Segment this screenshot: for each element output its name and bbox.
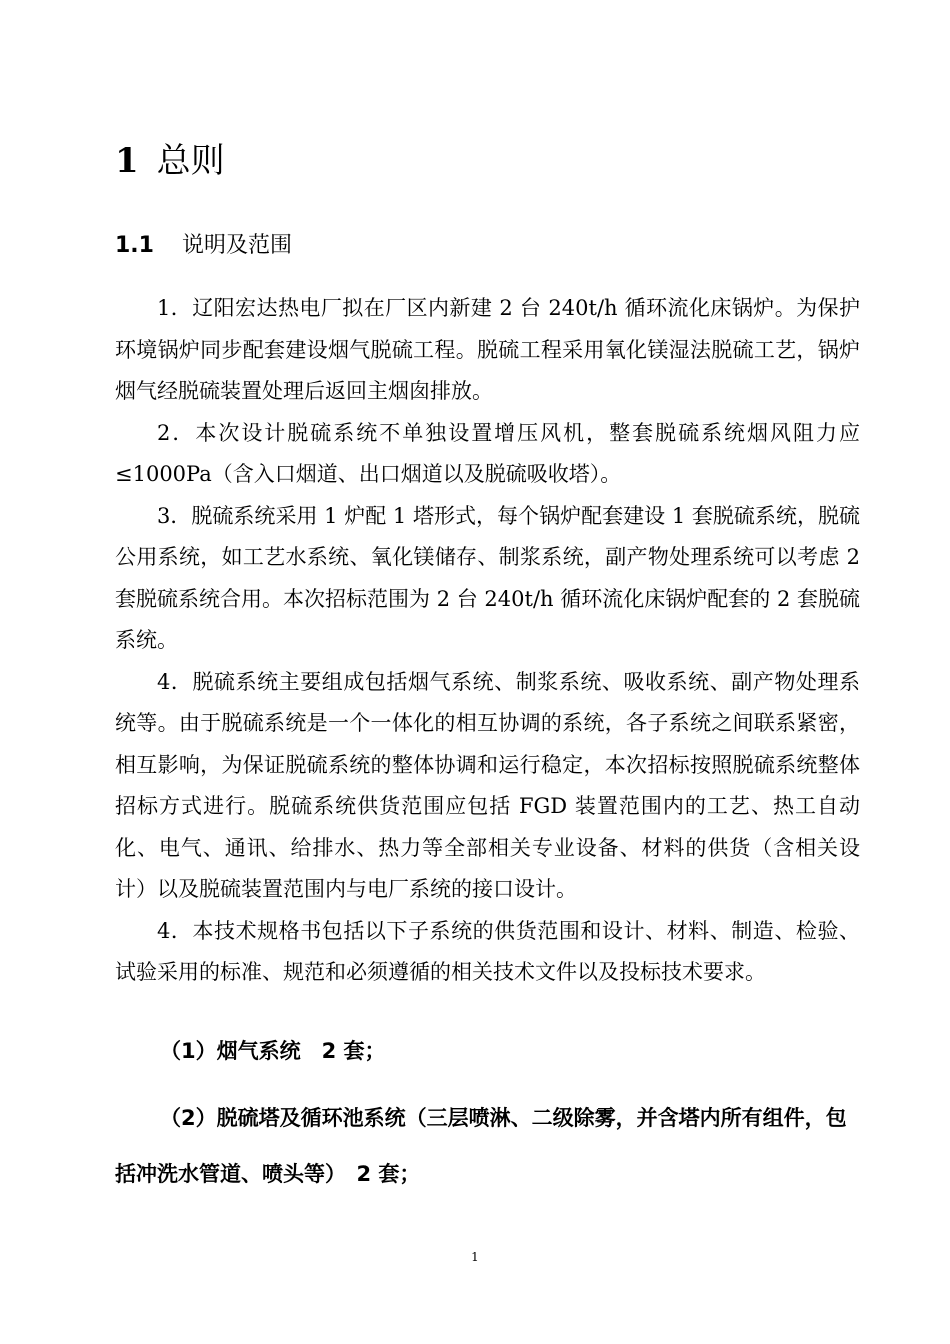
paragraph: 1．辽阳宏达热电厂拟在厂区内新建 2 台 240t/h 循环流化床锅炉。为保护环境锅炉同步配套建设烟气脱硫工程。脱硫工程采用氧化镁湿法脱硫工艺，锅炉烟气经脱硫装置处理后返回主烟囱排放。	[115, 296, 860, 403]
paragraph: 4．本技术规格书包括以下子系统的供货范围和设计、材料、制造、检验、试验采用的标准、规范和必须遵循的相关技术文件以及投标技术要求。	[115, 918, 860, 984]
chapter-heading	[115, 133, 225, 182]
body-text	[115, 288, 860, 994]
chapter-number: 1	[115, 141, 139, 181]
paragraph: 4．脱硫系统主要组成包括烟气系统、制浆系统、吸收系统、副产物处理系统等。由于脱硫系统是一个一体化的相互协调的系统，各子系统之间联系紧密，相互影响，为保证脱硫系统的整体协调和运行稳定，本次招标按照脱硫系统整体招标方式进行。脱硫系统供货范围应包括 FGD 装置范围内的工艺、热工自动化、电气、通讯、给排水、热力等全部相关专业设备、材料的供货（含相关设计）以及脱硫装置范围内与电厂系统的接口设计。	[115, 669, 860, 901]
paragraph: 2．本次设计脱硫系统不单独设置增压风机，整套脱硫系统烟风阻力应≤1000Pa（含入口烟道、出口烟道以及脱硫吸收塔）。	[115, 420, 860, 486]
chapter-title: 总则	[156, 141, 225, 181]
page-number: 1	[471, 1250, 479, 1264]
list-item: （2）脱硫塔及循环池系统（三层喷淋、二级除雾，并含塔内所有组件，包括冲洗水管道、喷头等） 2 套；	[115, 1106, 847, 1186]
section-heading	[115, 228, 292, 259]
paragraph: 3．脱硫系统采用 1 炉配 1 塔形式，每个锅炉配套建设 1 套脱硫系统，脱硫公用系统，如工艺水系统、氧化镁储存、制浆系统，副产物处理系统可以考虑 2 套脱硫系统合用。本次招标范围为 2 台 240t/h 循环流化床锅炉配套的 2 套脱硫系统。	[115, 503, 860, 652]
section-number: 1.1	[115, 233, 154, 258]
section-title: 说明及范围	[181, 233, 292, 258]
list-item: （1）烟气系统 2 套；	[160, 1039, 386, 1063]
